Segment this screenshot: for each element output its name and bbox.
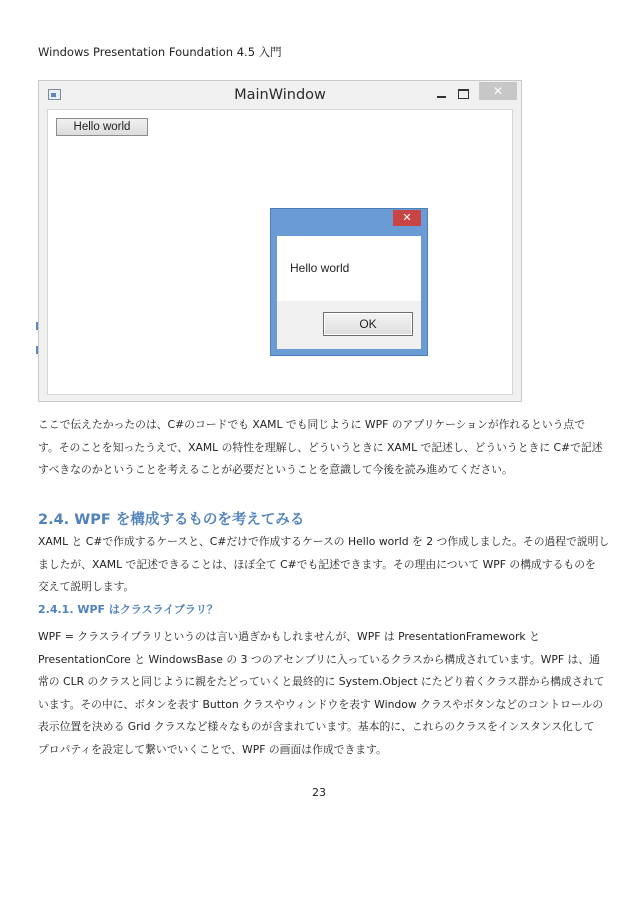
message-box-body xyxy=(277,236,421,301)
minimize-icon[interactable] xyxy=(433,87,451,101)
close-icon[interactable]: ✕ xyxy=(479,82,517,100)
text-line: ましたが、XAML で記述できることは、ほぼ全て C#でも記述できます。その理由について WPF の構成するものを xyxy=(38,557,596,571)
text-line: す。そのことを知ったうえで、XAML の特性を理解し、どういうときに XAML で記述し、どういうときに C#で記述 xyxy=(38,440,603,454)
running-header: Windows Presentation Foundation 4.5 入門 xyxy=(38,45,282,59)
hello-world-button[interactable]: Hello world xyxy=(56,118,148,136)
message-box xyxy=(270,208,428,356)
text-line: WPF = クラスライブラリというのは言い過ぎかもしれませんが、WPF は PresentationFramework と xyxy=(38,630,540,643)
subsection-paragraph xyxy=(38,626,604,761)
text-line: PresentationCore と WindowsBase の 3 つのアセンブリに入っているクラスから構成されています。WPF は、通 xyxy=(38,652,600,666)
window-screenshot xyxy=(38,80,522,402)
message-box-footer xyxy=(277,301,421,349)
text-line: ここで伝えたかったのは、C#のコードでも XAML でも同じように WPF のアプリケーションが作れるという点で xyxy=(38,418,586,431)
maximize-icon[interactable] xyxy=(455,86,473,100)
section-paragraph xyxy=(38,531,610,599)
page-number: 23 xyxy=(312,786,326,799)
section-heading: 2.4. WPF を構成するものを考えてみる xyxy=(38,512,305,528)
text-line: XAML と C#で作成するケースと、C#だけで作成するケースの Hello world を 2 つ作成しました。その過程で説明し xyxy=(38,535,610,548)
window-titlebar xyxy=(39,81,521,109)
window-title: MainWindow xyxy=(234,87,326,103)
message-box-close-icon[interactable]: ✕ xyxy=(393,210,421,226)
ok-button[interactable]: OK xyxy=(323,312,413,336)
margin-marker xyxy=(36,346,38,354)
margin-marker xyxy=(36,322,38,330)
text-line: います。その中に、ボタンを表す Button クラスやウィンドウを表す Window クラスやボタンなどのコントロールの xyxy=(38,697,604,711)
text-line: 常の CLR のクラスと同じように親をたどっていくと最終的に System.Object にたどり着くクラス群から構成されて xyxy=(38,675,605,688)
text-line: 交えて説明します。 xyxy=(38,580,135,593)
text-line: 表示位置を決める Grid クラスなど様々なものが含まれています。基本的に、これらのクラスをインスタンス化して xyxy=(38,720,595,733)
text-line: すべきなのかということを考えることが必要だということを意識して今後を読み進めてください。 xyxy=(38,463,513,476)
text-line: プロパティを設定して繋いでいくことで、WPF の画面は作成できます。 xyxy=(38,742,387,756)
message-box-text: Hello world xyxy=(290,261,350,275)
intro-paragraph xyxy=(38,414,604,482)
subsection-heading: 2.4.1. WPF はクラスライブラリ？ xyxy=(38,603,218,616)
window-client-area xyxy=(47,109,513,395)
